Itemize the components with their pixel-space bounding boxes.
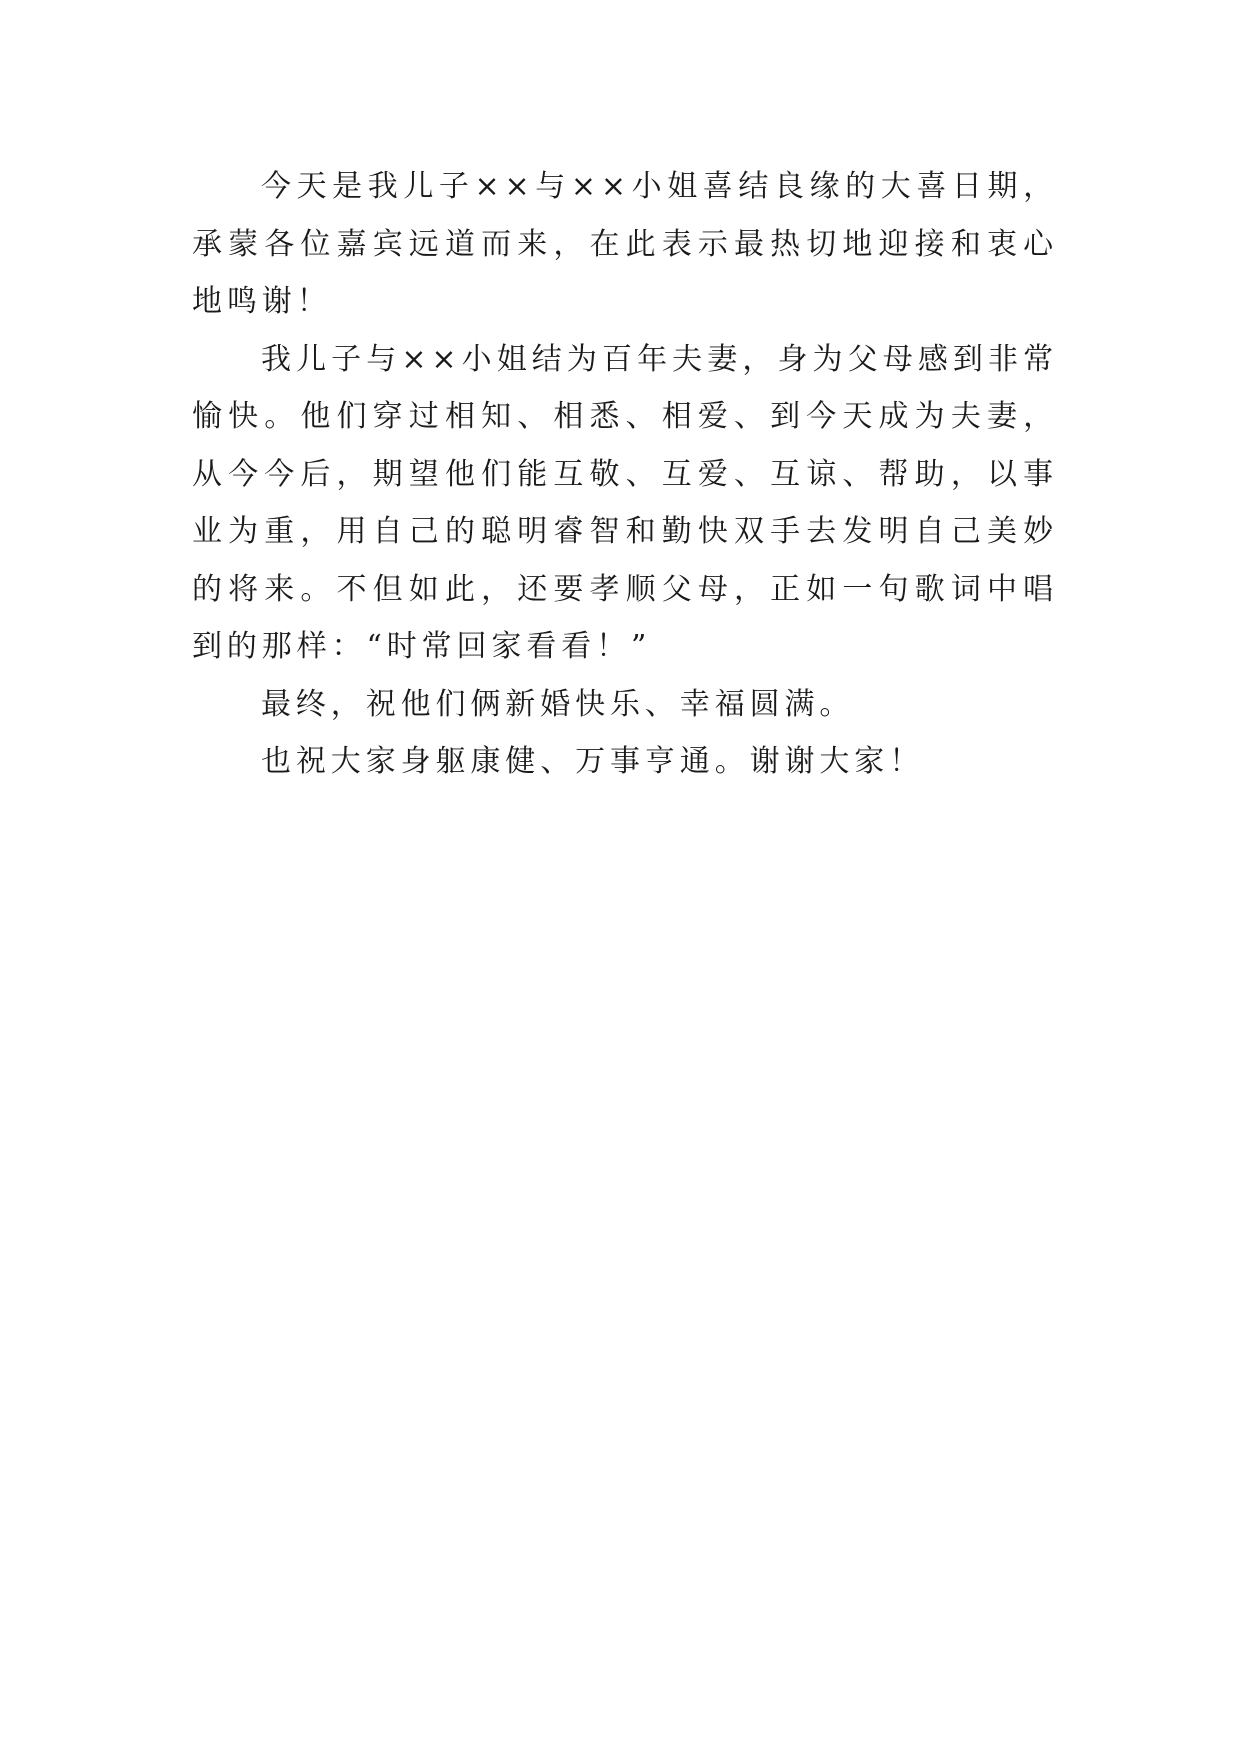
paragraph-blessing: 最终，祝他们俩新婚快乐、幸福圆满。: [261, 686, 855, 722]
paragraph-wishes: 我儿子与××小姐结为百年夫妻，身为父母感到非常愉快。他们穿过相知、相悉、相爱、到今天成为夫妻，从今今后，期望他们能互敬、互爱、互谅、帮助，以事业为重，用自己的聪明睿智和勤快双手去发明自己美妙的将来。不但如此，还要孝顺父母，正如一句歌词中唱到的那样：“时常回家看看！”: [192, 341, 1058, 664]
paragraph-thanks: 也祝大家身躯康健、万事亨通。谢谢大家！: [261, 744, 925, 779]
document-body: [192, 158, 1058, 791]
paragraph-welcome: 今天是我儿子××与××小姐喜结良缘的大喜日期，承蒙各位嘉宾远道而来，在此表示最热切地迎接和衷心地鸣谢！: [192, 169, 1058, 319]
